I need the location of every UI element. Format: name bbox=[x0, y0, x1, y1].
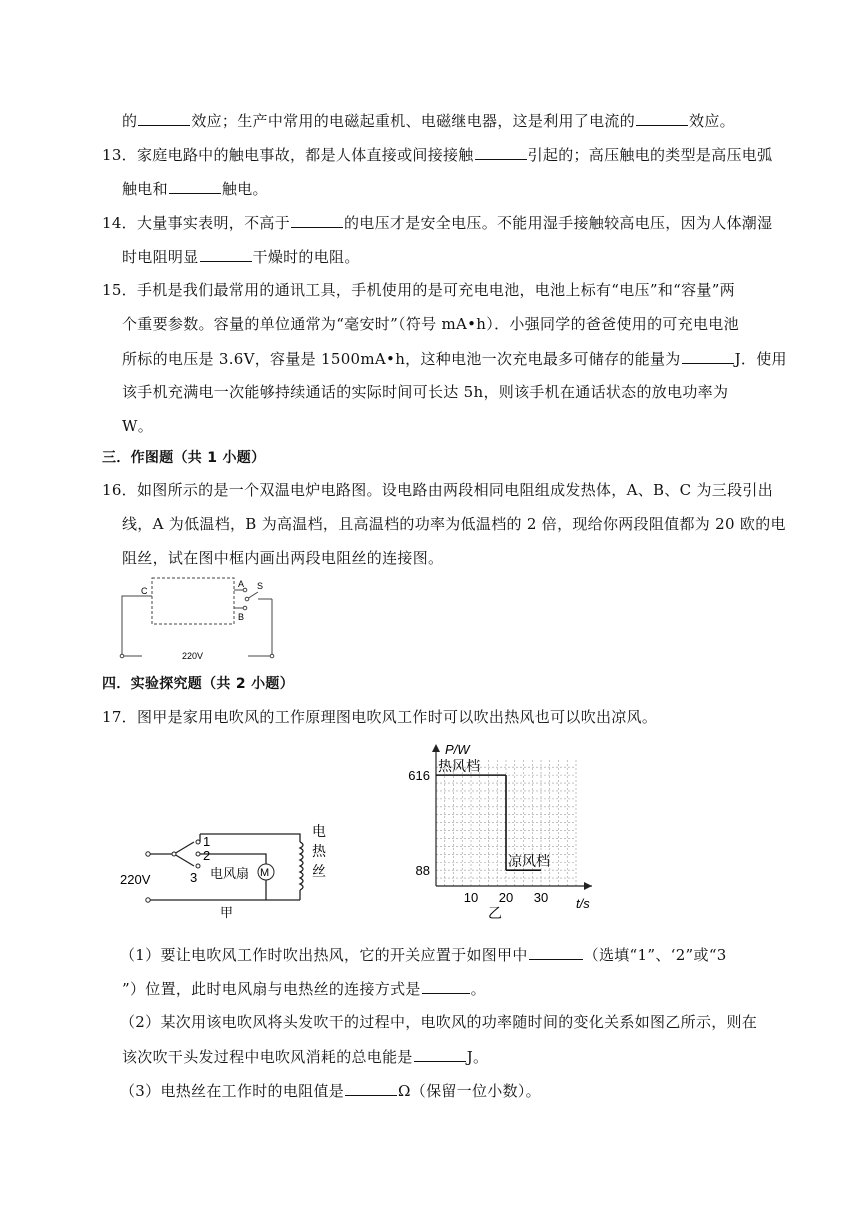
question-15-cont: 个重要参数。容量的单位通常为“毫安时”（符号 mA•h）．小强同学的爸爸使用的可充电电池 bbox=[122, 315, 739, 333]
question-15-cont: W。 bbox=[122, 417, 154, 435]
answer-blank[interactable] bbox=[682, 348, 734, 364]
y-tick-label: 88 bbox=[415, 863, 430, 879]
question-14: 14．大量事实表明，不高于 的电压才是安全电压。不能用湿手接触较高电压，因为人体潮湿 bbox=[102, 214, 773, 232]
x-tick-label: 30 bbox=[533, 890, 549, 905]
question-17-part-2-cont: 该次吹干头发过程中电吹风消耗的总电能是 J。 bbox=[122, 1048, 489, 1066]
text-line: 的 效应；生产中常用的电磁起重机、电磁继电器，这是利用了电流的 效应。 bbox=[122, 112, 735, 130]
heater-label: 丝 bbox=[312, 863, 326, 879]
answer-blank[interactable] bbox=[138, 110, 190, 126]
furnace-circuit-diagram bbox=[110, 568, 290, 668]
contact-2-label: 2 bbox=[203, 848, 211, 863]
y-axis-arrow bbox=[432, 744, 440, 752]
motor-label: M bbox=[260, 867, 270, 879]
heater-label: 热 bbox=[312, 843, 326, 859]
series-label-2: 凉风档 bbox=[508, 853, 550, 870]
contact-1-label: 1 bbox=[203, 834, 211, 849]
answer-blank[interactable] bbox=[414, 1046, 466, 1062]
section-heading: 三．作图题（共 1 小题） bbox=[102, 450, 266, 466]
question-15: 15．手机是我们最常用的通讯工具，手机使用的是可充电电池，电池上标有“电压”和“容量”两 bbox=[102, 281, 735, 299]
figure-caption-yi: 乙 bbox=[488, 905, 502, 921]
question-15-cont: 所标的电压是 3.6V，容量是 1500mA•h，这种电池一次充电最多可储存的能量为 J．使用 bbox=[122, 350, 787, 368]
question-17-part-1: （1）要让电吹风工作时吹出热风，它的开关应置于如图甲中 （选填“1”、‘2”或“3 bbox=[120, 946, 727, 964]
answer-blank[interactable] bbox=[200, 246, 252, 262]
question-17-part-3: （3）电热丝在工作时的电阻值是 Ω（保留一位小数）。 bbox=[120, 1082, 541, 1100]
section-heading: 四．实验探究题（共 2 小题） bbox=[102, 676, 294, 692]
fan-label: 电风扇 bbox=[210, 866, 250, 881]
answer-blank[interactable] bbox=[636, 110, 688, 126]
label-b: B bbox=[238, 612, 245, 622]
question-16-cont: 线，A 为低温档，B 为高温档，且高温档的功率为低温档的 2 倍，现给你两段阻值都为 20 欧的电 bbox=[122, 515, 786, 533]
label-c: C bbox=[141, 586, 148, 596]
contact-3-label: 3 bbox=[190, 870, 198, 885]
answer-blank[interactable] bbox=[422, 978, 470, 994]
question-16-cont: 阻丝，试在图中框内画出两段电阻丝的连接图。 bbox=[122, 549, 444, 567]
question-17-part-1-cont: ”）位置，此时电风扇与电热丝的连接方式是 。 bbox=[122, 980, 486, 998]
series-label-1: 热风档 bbox=[438, 758, 480, 775]
y-tick-label: 616 bbox=[408, 768, 430, 784]
answer-blank[interactable] bbox=[169, 178, 221, 194]
voltage-label: 220V bbox=[120, 872, 151, 887]
heater-label: 电 bbox=[312, 823, 326, 839]
label-s: S bbox=[257, 581, 264, 591]
drawing-box[interactable] bbox=[152, 578, 234, 624]
question-13: 13．家庭电路中的触电事故，都是人体直接或间接接触 引起的；高压触电的类型是高压电弧 bbox=[102, 146, 773, 164]
answer-blank[interactable] bbox=[291, 212, 343, 228]
question-17-part-2: （2）某次用该电吹风将头发吹干的过程中，电吹风的功率随时间的变化关系如图乙所示，则在 bbox=[120, 1013, 758, 1031]
figure-caption-jia: 甲 bbox=[220, 905, 234, 920]
y-axis-label: P/W bbox=[445, 742, 470, 757]
x-tick-label: 20 bbox=[498, 890, 514, 905]
answer-blank[interactable] bbox=[475, 144, 527, 160]
label-a: A bbox=[238, 579, 245, 589]
answer-blank[interactable] bbox=[529, 944, 583, 960]
x-axis-arrow bbox=[584, 882, 592, 890]
hairdryer-circuit-jia bbox=[120, 820, 350, 920]
x-tick-label: 10 bbox=[463, 890, 479, 905]
question-14-cont: 时电阻明显 干燥时的电阻。 bbox=[122, 248, 360, 266]
answer-blank[interactable] bbox=[345, 1080, 397, 1096]
question-15-cont: 该手机充满电一次能够持续通话的实际时间可长达 5h，则该手机在通话状态的放电功率为 bbox=[122, 383, 729, 401]
question-17: 17．图甲是家用电吹风的工作原理图电吹风工作时可以吹出热风也可以吹出凉风。 bbox=[102, 708, 658, 726]
question-13-cont: 触电和 触电。 bbox=[122, 180, 268, 198]
question-16: 16．如图所示的是一个双温电炉电路图。设电路由两段相同电阻组成发热体，A、B、C 为三段引出 bbox=[102, 481, 773, 499]
x-axis-label: t/s bbox=[576, 896, 590, 911]
power-time-chart bbox=[400, 740, 600, 922]
voltage-label: 220V bbox=[182, 651, 204, 661]
